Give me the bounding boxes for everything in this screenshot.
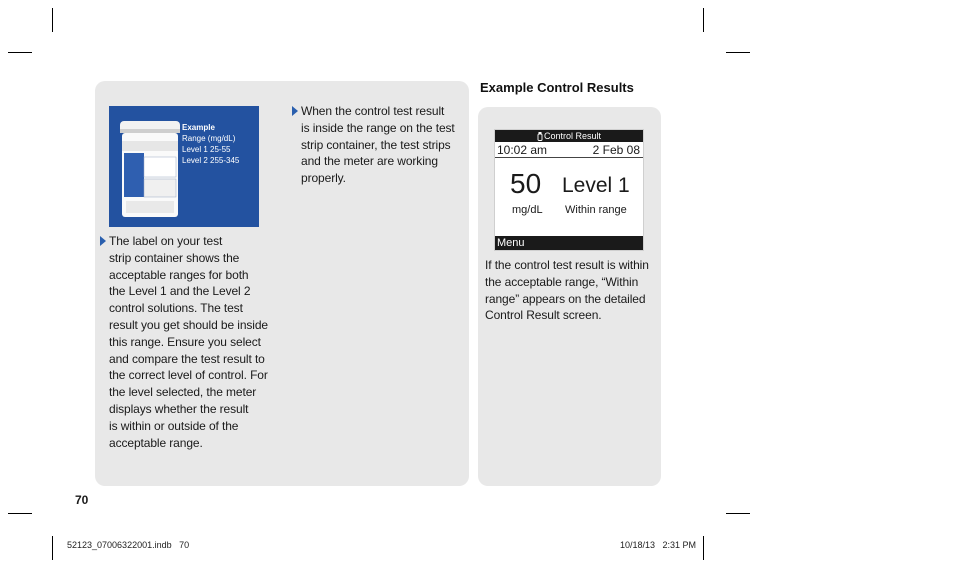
caption-line: If the control test result is within (485, 258, 649, 272)
bullet-line: this range. Ensure you select (109, 334, 261, 349)
crop-mark (726, 513, 750, 514)
footer-file-info: 52123_07006322001.indb 70 (67, 540, 190, 550)
screen-caption (485, 257, 655, 324)
page-number: 70 (75, 493, 89, 507)
bullet-line: control solutions. The test (109, 301, 243, 316)
screen-title-bar (495, 130, 643, 142)
crop-mark (8, 513, 32, 514)
crop-mark (703, 8, 704, 32)
level1-range: Level 1 25-55 (182, 145, 231, 154)
strip-vial-icon (118, 119, 182, 219)
bullet-line: properly. (301, 171, 346, 186)
result-unit: mg/dL (512, 204, 543, 216)
range-unit-label: Range (mg/dL) (182, 134, 236, 143)
test-strip-container-image (109, 106, 259, 227)
footer-timestamp: 10/18/13 2:31 PM (620, 540, 697, 550)
bullet-line: When the control test result (301, 104, 445, 118)
label-explanation-bullet (109, 233, 279, 451)
crop-mark (52, 536, 53, 560)
result-value: 50 (510, 168, 542, 199)
bullet-line: acceptable range. (109, 435, 203, 450)
bullet-line: result you get should be inside (109, 317, 269, 332)
bullet-line: is inside the range on the test (301, 120, 455, 135)
screen-time: 10:02 am (497, 143, 548, 157)
caption-line: the acceptable range, “Within (485, 274, 639, 289)
range-status: Within range (565, 204, 627, 216)
meter-screen (494, 129, 644, 251)
bullet-line: acceptable ranges for both (109, 267, 249, 282)
bullet-line: and compare the test result to (109, 351, 265, 366)
bullet-line: and the meter are working (301, 154, 438, 169)
bullet-line: displays whether the result (109, 401, 249, 416)
crop-mark (703, 536, 704, 560)
bullet-line: strip container shows the (109, 250, 240, 265)
screen-divider (495, 157, 643, 158)
screen-title: Control Result (543, 131, 602, 141)
crop-mark (52, 8, 53, 32)
screen-date: 2 Feb 08 (592, 143, 640, 157)
bullet-line: The label on your test (109, 234, 223, 248)
crop-mark (726, 52, 750, 53)
bullet-line: is within or outside of the (109, 418, 239, 433)
bullet-line: the level selected, the meter (109, 385, 257, 400)
within-range-bullet (301, 103, 466, 187)
strip-range-label (182, 122, 239, 166)
bullet-arrow-icon (100, 236, 106, 246)
menu-bar: Menu (495, 236, 643, 250)
bullet-line: the Level 1 and the Level 2 (109, 284, 251, 299)
caption-line: range” appears on the detailed (485, 291, 646, 306)
section-heading: Example Control Results (480, 80, 634, 95)
bullet-line: strip container, the test strips (301, 137, 451, 152)
caption-line: Control Result screen. (485, 308, 602, 323)
crop-mark (8, 52, 32, 53)
control-vial-icon (537, 132, 543, 141)
level2-range: Level 2 255-345 (182, 156, 240, 165)
control-level: Level 1 (562, 174, 630, 197)
bullet-line: the correct level of control. For (109, 368, 268, 383)
bullet-arrow-icon (292, 106, 298, 116)
example-title: Example (182, 123, 215, 132)
